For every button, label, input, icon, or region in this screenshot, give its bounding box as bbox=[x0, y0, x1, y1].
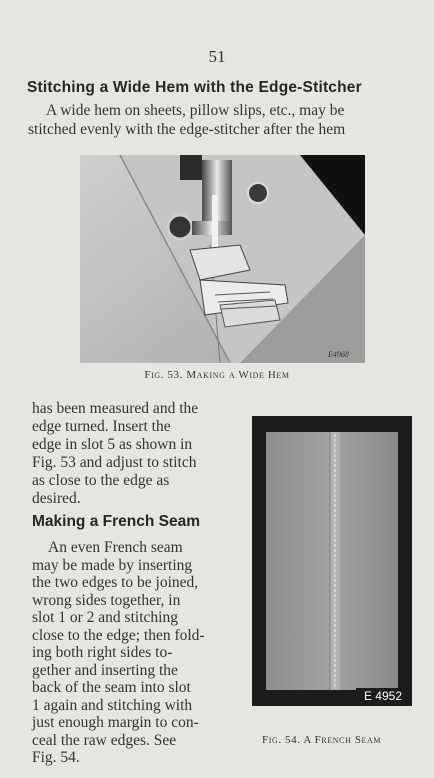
text-line: Fig. 53 and adjust to stitch bbox=[32, 454, 197, 472]
figure-54-photo bbox=[252, 416, 412, 706]
section-heading-french-seam: Making a French Seam bbox=[32, 513, 200, 530]
text-line: may be made by inserting bbox=[32, 556, 193, 574]
text-line: slot 1 or 2 and stitching bbox=[32, 609, 178, 626]
text-line: desired. bbox=[32, 490, 81, 508]
wide-hem-continued-paragraph bbox=[32, 400, 227, 509]
text-line: has been measured and the bbox=[32, 400, 199, 417]
text-line: edge turned. Insert the bbox=[32, 418, 171, 436]
text-line: edge in slot 5 as shown in bbox=[32, 436, 193, 454]
text-line: wrong sides together, in bbox=[32, 591, 181, 609]
figure-53-caption: Fig. 53. Making a Wide Hem bbox=[144, 369, 290, 381]
text-line: close to the edge; then fold- bbox=[32, 626, 205, 644]
text-line: just enough margin to con- bbox=[32, 714, 199, 731]
french-seam-illustration bbox=[252, 416, 412, 706]
figure-54-caption: Fig. 54. A French Seam bbox=[262, 734, 382, 746]
text-line: An even French seam bbox=[48, 539, 183, 556]
french-seam-paragraph bbox=[32, 539, 227, 767]
text-line: back of the seam into slot bbox=[32, 679, 191, 696]
text-line: 1 again and stitching with bbox=[32, 696, 193, 714]
wide-hem-intro-paragraph bbox=[28, 102, 413, 139]
text-line: stitched evenly with the edge-stitcher after the hem bbox=[28, 120, 346, 138]
text-line: the two edges to be joined, bbox=[32, 574, 199, 591]
presser-foot-illustration bbox=[80, 155, 365, 363]
text-line: ceal the raw edges. See bbox=[32, 731, 177, 749]
section-heading-wide-hem: Stitching a Wide Hem with the Edge-Stitcher bbox=[27, 79, 362, 96]
text-line: gether and inserting the bbox=[32, 661, 178, 679]
text-line: Fig. 54. bbox=[32, 749, 80, 766]
page-number: 51 bbox=[208, 47, 226, 66]
plate-mark: E4968 bbox=[328, 350, 349, 359]
plate-mark: E 4952 bbox=[363, 689, 402, 703]
text-line: ing both right sides to- bbox=[32, 644, 173, 661]
text-line: as close to the edge as bbox=[32, 472, 170, 490]
figure-53-photo bbox=[80, 155, 365, 363]
text-line: A wide hem on sheets, pillow slips, etc., may be bbox=[46, 102, 345, 119]
